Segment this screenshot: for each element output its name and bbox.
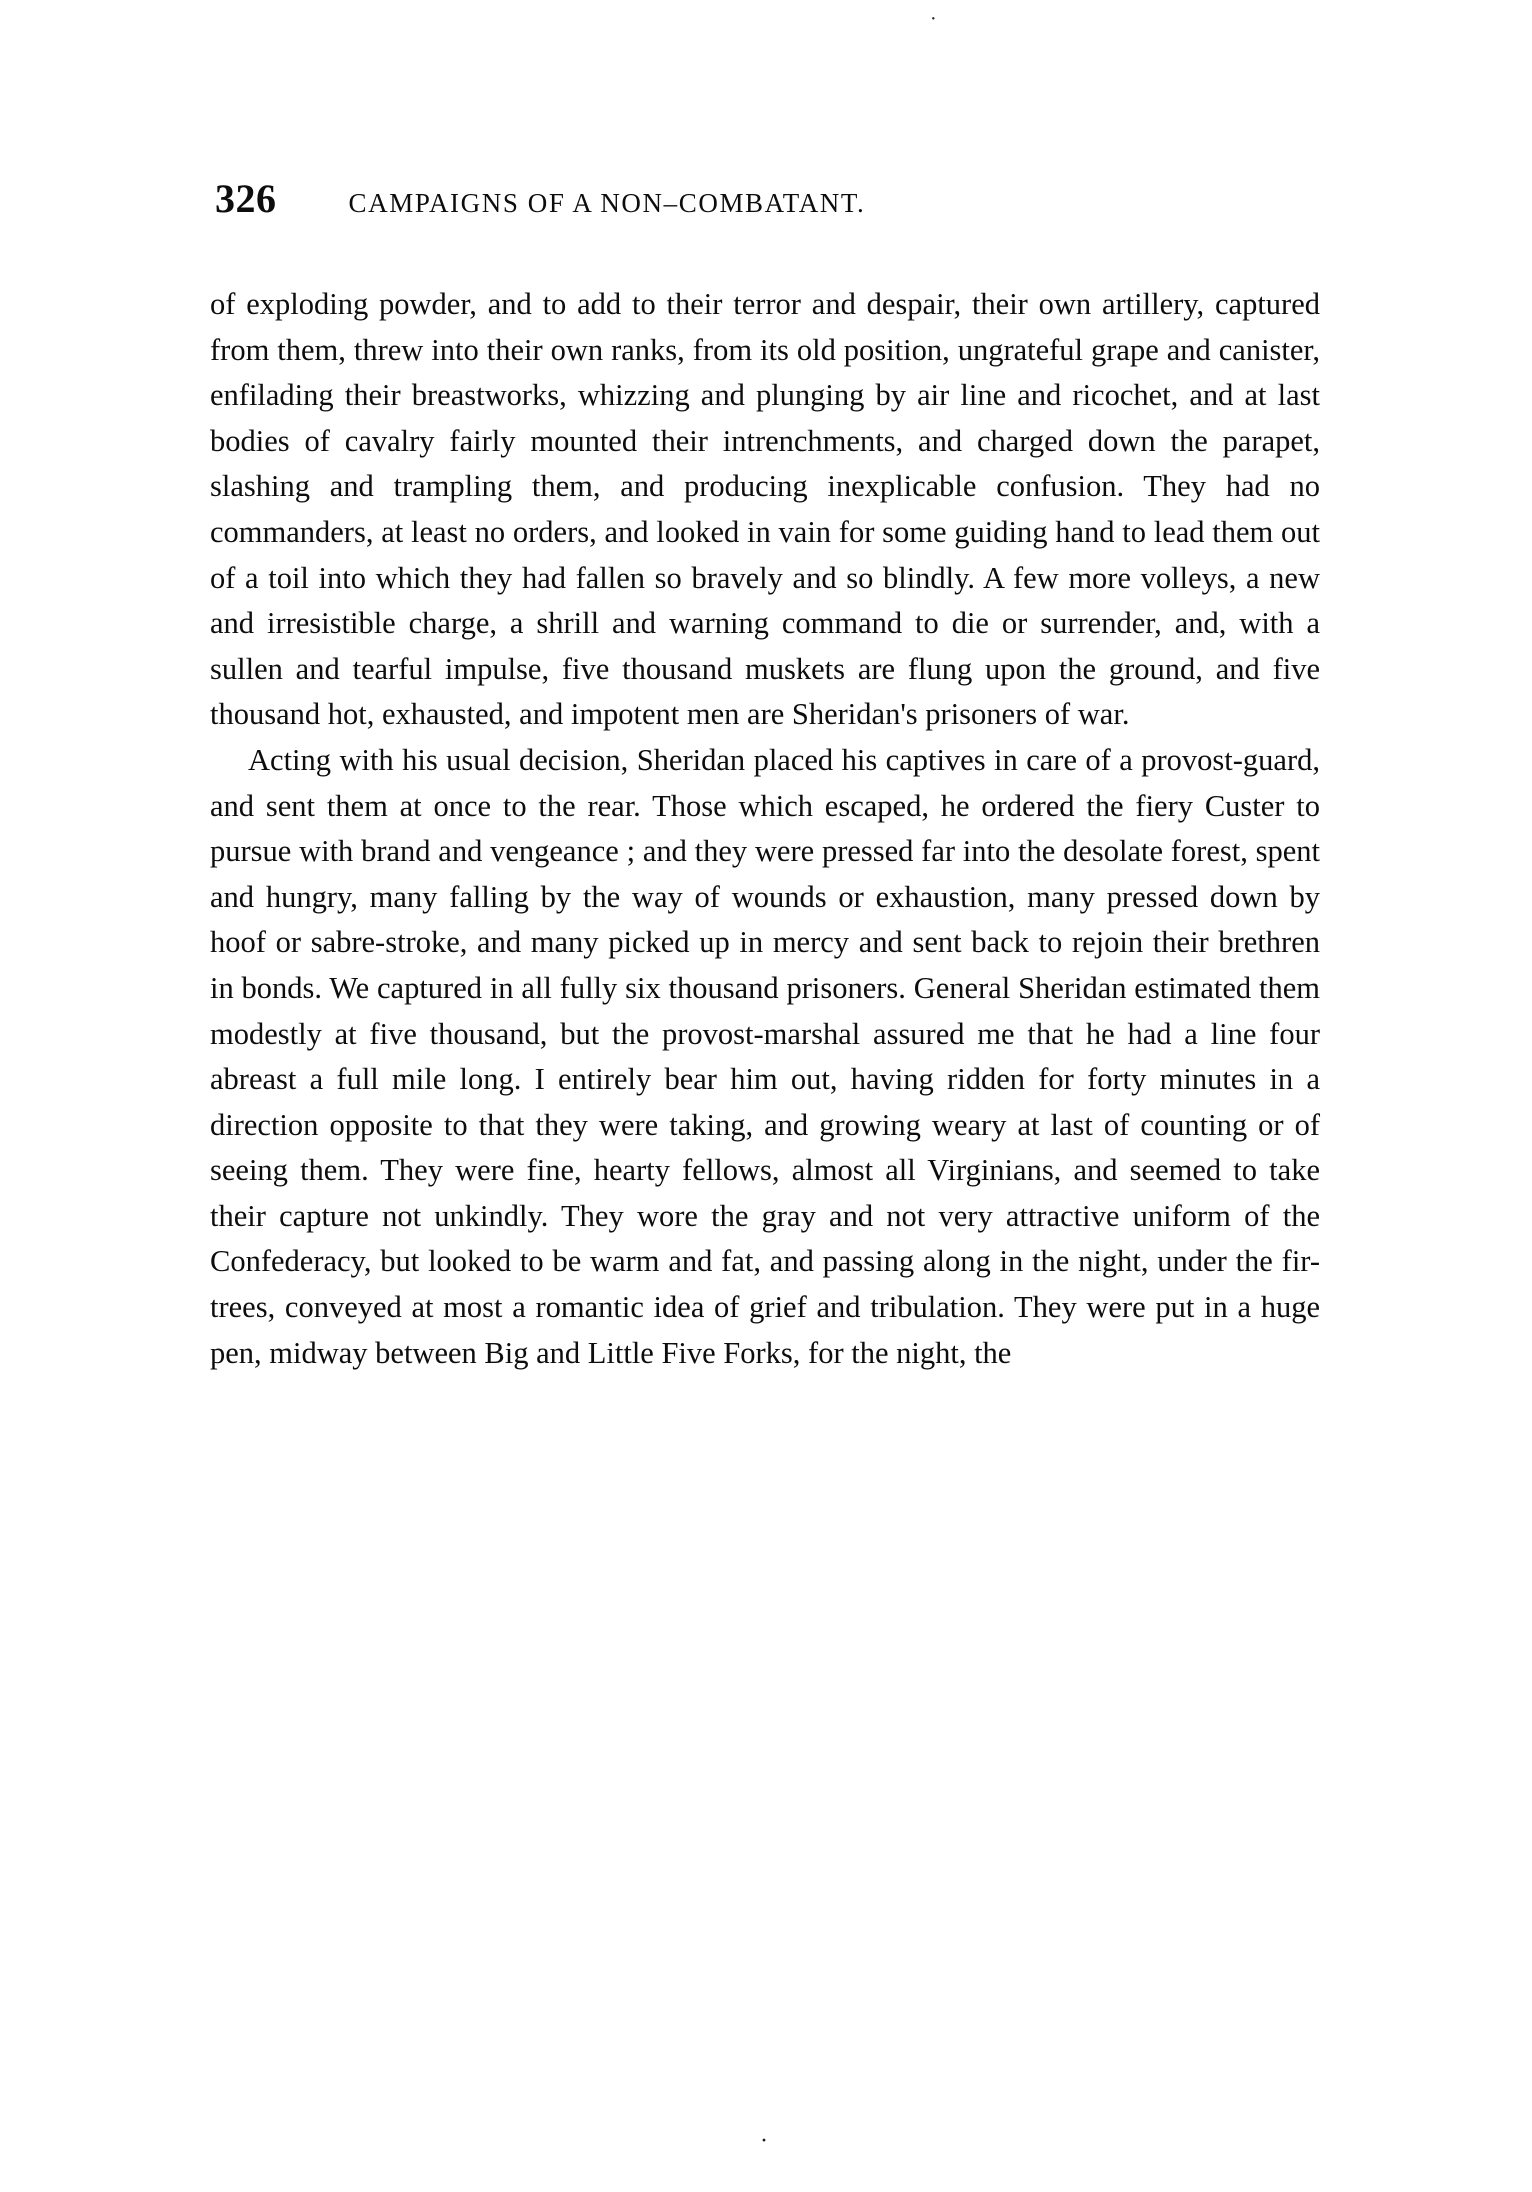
paragraph: Acting with his usual decision, Sheridan placed his captives in care of a provost-guard, and sent them at once to the rear. Those which escaped, he ordered the fiery Custer to pursue with brand and vengeance ; and they were pressed far into the desolate forest, spent and hungry, many falling by the way of wounds or exhaustion, many pressed down by hoof or sabre-stroke, and many picked up in mercy and sent back to rejoin their brethren in bonds. We captured in all fully six thousand prisoners. General Sheridan estimated them modestly at five thousand, but the provost-marshal assured me that he had a line four abreast a full mile long. I entirely bear him out, having ridden for forty minutes in a direction opposite to that they were taking, and growing weary at last of counting or of seeing them. They were fine, hearty fellows, almost all Virginians, and seemed to take their capture not unkindly. They wore the gray and not very attractive uniform of the Confederacy, but looked to be warm and fat, and passing along in the night, under the fir-trees, conveyed at most a romantic idea of grief and tribulation. They were put in a huge pen, midway between Big and Little Five Forks, for the night, the bbox=[210, 742, 1320, 1370]
page-number: 326 bbox=[215, 176, 277, 221]
page-header bbox=[215, 175, 1320, 222]
top-printer-mark: · bbox=[930, 8, 937, 30]
foot-printer-mark: · bbox=[760, 2128, 768, 2154]
running-head: CAMPAIGNS OF A NON–COMBATANT. bbox=[348, 188, 866, 218]
page-body bbox=[210, 282, 1320, 1376]
paragraph: of exploding powder, and to add to their terror and despair, their own artillery, captured from them, threw into their own ranks, from its old position, ungrateful grape and canister, enfilading their breastworks, whizzing and plunging by air line and ricochet, and at last bodies of cavalry fairly mounted their intrenchments, and charged down the parapet, slashing and trampling them, and producing inexplicable confusion. They had no commanders, at least no orders, and looked in vain for some guiding hand to lead them out of a toil into which they had fallen so bravely and so blindly. A few more volleys, a new and irresistible charge, a shrill and warning command to die or surrender, and, with a sullen and tearful impulse, five thousand muskets are flung upon the ground, and five thousand hot, exhausted, and impotent men are Sheridan's prisoners of war. bbox=[210, 287, 1320, 732]
